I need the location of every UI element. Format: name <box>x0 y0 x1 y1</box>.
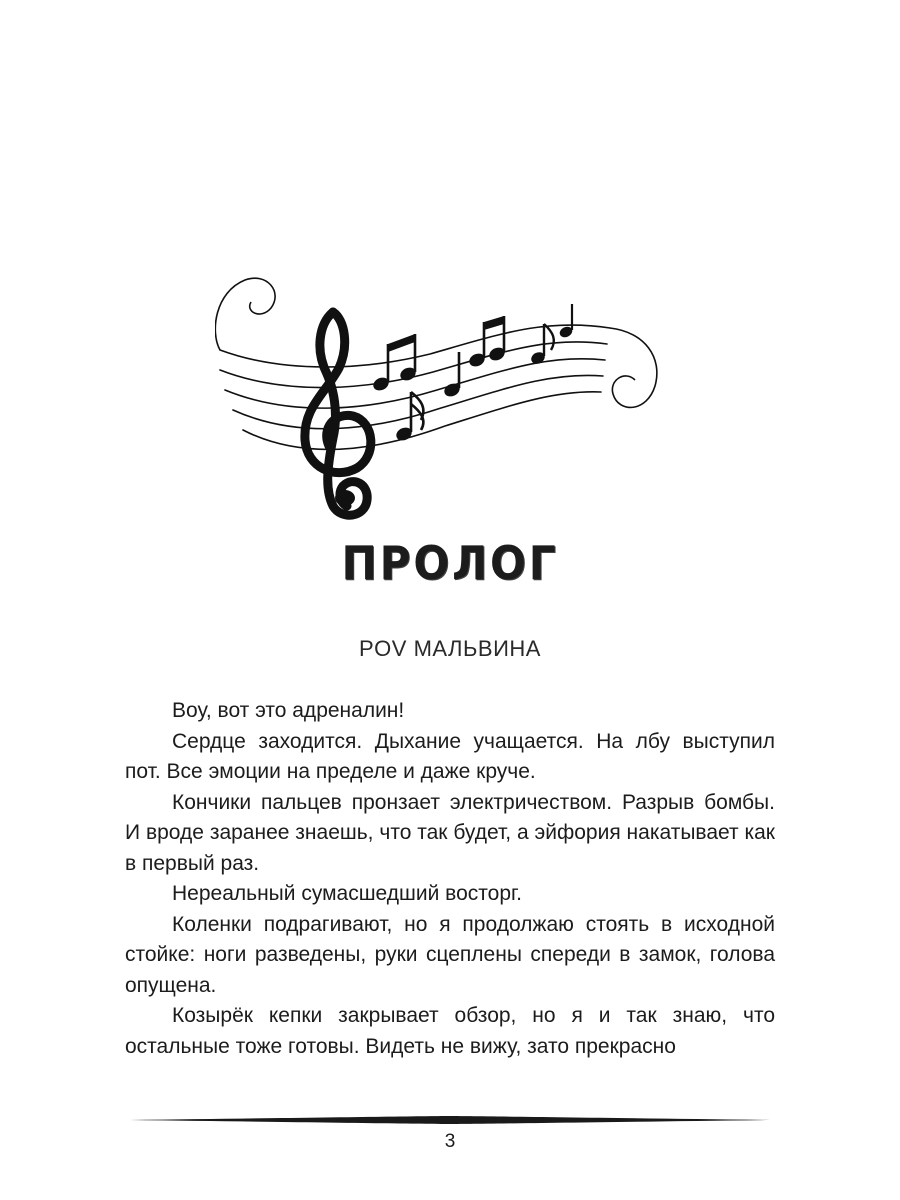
paragraph: Кончики пальцев пронзает электричеством. Разрыв бомбы. И вроде заранее знаешь, что так будет, а эйфория накатывает как в первый раз. <box>125 790 775 875</box>
paragraph: Козырёк кепки закрывает обзор, но я и так знаю, что остальные тоже готовы. Видеть не вижу, зато прекрасно <box>125 1004 775 1058</box>
paragraph: Нереальный сумасшедший восторг. <box>172 882 522 905</box>
chapter-title: ПРОЛОГ <box>341 536 559 590</box>
paragraph: Сердце заходится. Дыхание учащается. На лбу выступил пот. Все эмоции на пределе и даже круче. <box>125 729 775 783</box>
page-number: 3 <box>444 1131 456 1152</box>
paragraph: Воу, вот это адреналин! <box>172 699 405 722</box>
paragraph: Коленки подрагивают, но я продолжаю стоять в исходной стойке: ноги разведены, руки сцеплены спереди в замок, голова опущена. <box>125 912 775 997</box>
body-text <box>125 696 775 1062</box>
footer-divider <box>130 1114 770 1126</box>
music-staff-treble-clef-icon <box>215 262 675 522</box>
pov-subtitle: POV МАЛЬВИНА <box>359 636 541 661</box>
